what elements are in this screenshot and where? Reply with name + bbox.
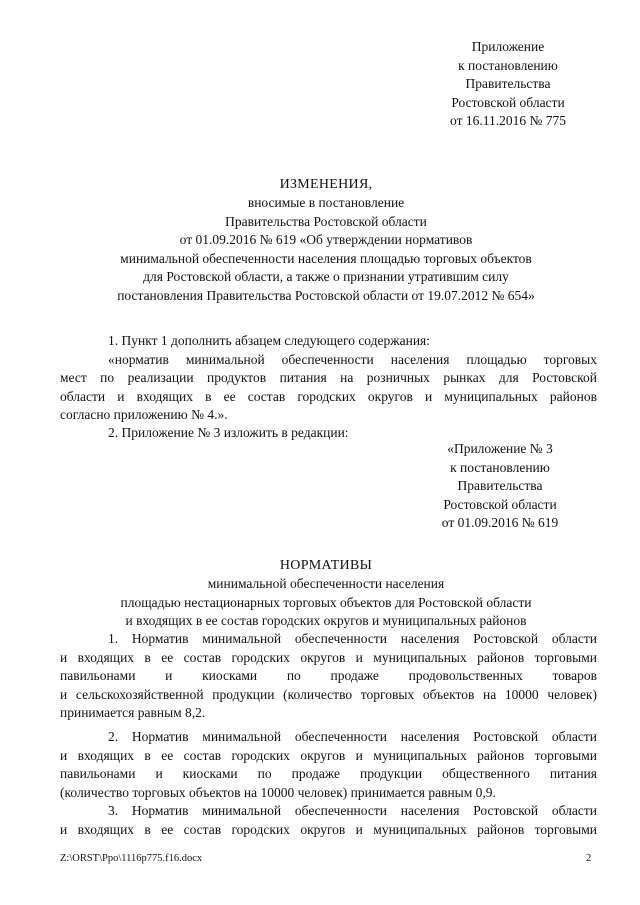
footer-page-number: 2: [586, 853, 592, 864]
paragraph-line: 1. Норматив минимальной обеспеченности населения Ростовской области: [108, 631, 597, 646]
nested-appendix-line: Правительства: [457, 478, 543, 493]
nested-appendix-header: [400, 440, 600, 533]
changes-title-line: постановления Правительства Ростовской области от 19.07.2012 № 654»: [117, 287, 535, 303]
norms-heading: НОРМАТИВЫ: [279, 558, 373, 573]
changes-title-line: от 01.09.2016 № 619 «Об утверждении нормативов: [179, 232, 473, 247]
appendix-line: от 16.11.2016 № 775: [450, 113, 566, 128]
paragraph-line: павильонами и киосками по продаже продукции общественного питания: [60, 766, 597, 781]
nested-appendix-line: Ростовской области: [443, 496, 557, 512]
paragraph-line: и входящих в ее состав городских округов и муниципальных районов торговыми: [60, 821, 597, 837]
paragraph-line: принимается равным 8,2.: [60, 705, 206, 720]
paragraph-line: 2. Норматив минимальной обеспеченности населения Ростовской области: [108, 729, 597, 744]
norm-item-2: [60, 728, 597, 802]
paragraph-line: (количество торговых объектов на 10000 человек) принимается равным 0,9.: [60, 784, 496, 800]
paragraph-line: павильонами и киосками по продаже продовольственных товаров: [60, 668, 597, 683]
paragraph-line: мест по реализации продуктов питания на розничных рынках для Ростовской: [60, 370, 597, 385]
norms-title: [60, 556, 592, 631]
paragraph-line: и входящих в ее состав городских округов и муниципальных районов торговыми: [60, 649, 597, 665]
appendix-line: Правительства: [465, 76, 551, 91]
paragraph-line: 1. Пункт 1 дополнить абзацем следующего содержания:: [108, 333, 431, 348]
nested-appendix-line: «Приложение № 3: [447, 441, 553, 456]
changes-title-line: вносимые в постановление: [247, 195, 405, 210]
paragraph-line: согласно приложению № 4.».: [60, 407, 228, 422]
norm-item-1: [60, 630, 597, 723]
paragraph-line: области и входящих в ее состав городских округов и муниципальных районов: [60, 388, 597, 404]
amendment-item-1: [60, 332, 597, 425]
norms-title-line: и входящих в ее состав городских округов и муниципальных районов: [125, 613, 527, 628]
nested-appendix-line: к постановлению: [450, 459, 550, 475]
changes-title: [60, 175, 592, 305]
changes-heading: ИЗМЕНЕНИЯ,: [279, 177, 373, 192]
paragraph-line: 2. Приложение № 3 изложить в редакции:: [108, 425, 349, 440]
appendix-header: [408, 38, 608, 131]
changes-title-line: минимальной обеспеченности населения площадью торговых объектов: [120, 250, 532, 266]
paragraph-line: 3. Норматив минимальной обеспеченности населения Ростовской области: [108, 803, 597, 818]
norm-item-3: [60, 802, 597, 839]
changes-title-line: Правительства Ростовской области: [225, 213, 427, 229]
norms-title-line: площадью нестационарных торговых объектов для Ростовской области: [120, 594, 532, 610]
appendix-line: к постановлению: [458, 57, 558, 73]
appendix-line: Ростовской области: [451, 94, 565, 110]
paragraph-line: «норматив минимальной обеспеченности населения площадью торговых: [108, 351, 597, 367]
footer-file-path: Z:\ORST\Ppo\1116p775.f16.docx: [60, 853, 203, 864]
paragraph-line: и входящих в ее состав городских округов и муниципальных районов торговыми: [60, 747, 597, 763]
nested-appendix-line: от 01.09.2016 № 619: [441, 515, 559, 530]
paragraph-line: и сельскохозяйственной продукции (количество торговых объектов на 10000 человек): [60, 686, 597, 702]
norms-title-line: минимальной обеспеченности населения: [207, 576, 445, 591]
changes-title-line: для Ростовской области, а также о признании утратившим силу: [143, 269, 509, 284]
appendix-line: Приложение: [471, 39, 545, 54]
